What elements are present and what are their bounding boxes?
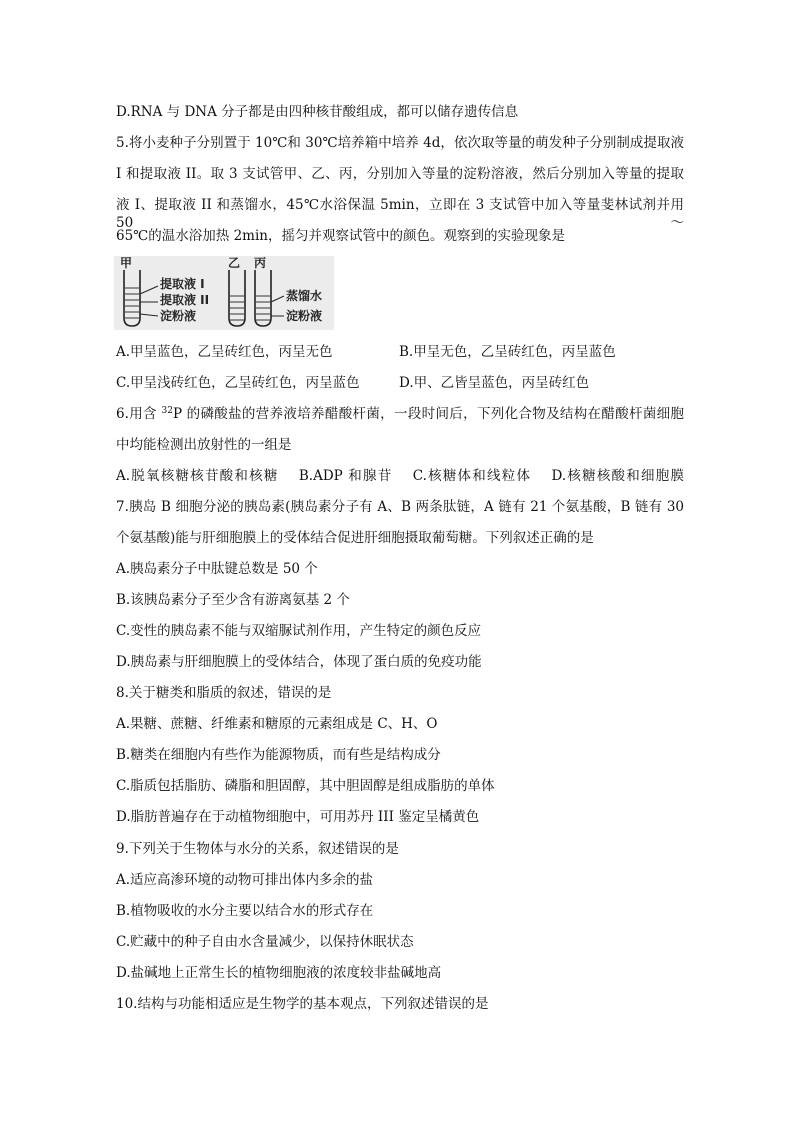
q5-option-b: B.甲呈无色，乙呈砖红色，丙呈蓝色 [399,344,616,360]
q5-stem-line-3: 液 I、提取液 II 和蒸馏水，45℃水浴保温 5min，立即在 3 支试管中加入等量斐林试剂并用 50～ [116,197,684,231]
q5-option-d: D.甲、乙皆呈蓝色，丙呈砖红色 [399,375,590,391]
q8-option-b: B.糖类在细胞内有些作为能源物质，而有些是结构成分 [116,747,441,763]
q9-option-a: A.适应高渗环境的动物可排出体内多余的盐 [116,872,374,888]
q8-option-c: C.脂质包括脂肪、磷脂和胆固醇，其中胆固醇是组成脂肪的单体 [116,778,495,794]
q4-option-d: D.RNA 与 DNA 分子都是由四种核苷酸组成，都可以储存遗传信息 [116,104,519,120]
q5-stem-line-2: I 和提取液 II。取 3 支试管甲、乙、丙，分别加入等量的淀粉溶液，然后分别加入等量的提取 [116,166,684,182]
q6-text-b: P 的磷酸盐的营养液培养醋酸杆菌，一段时间后，下列化合物及结构在醋酸杆菌细胞 [172,406,685,422]
q8-option-a: A.果糖、蔗糖、纤维素和糖原的元素组成是 C、H、O [116,716,438,732]
q6-stem-line-2: 中均能检测出放射性的一组是 [116,437,292,453]
q7-option-d: D.胰岛素与肝细胞膜上的受体结合，体现了蛋白质的免疫功能 [116,654,482,670]
label-starch-2: 淀粉液 [286,309,323,323]
test-tube-figure [114,256,334,330]
q9-option-c: C.贮藏中的种子自由水含量减少，以保持休眠状态 [116,934,414,950]
q7-option-c: C.变性的胰岛素不能与双缩脲试剂作用，产生特定的颜色反应 [116,623,482,639]
q9-option-d: D.盐碱地上正常生长的植物细胞液的浓度较非盐碱地高 [116,965,442,981]
q7-option-a: A.胰岛素分子中肽键总数是 50 个 [116,561,318,577]
q6-stem-line-1 [116,405,684,423]
q6-isotope-mass: 32 [161,406,173,416]
q10-stem: 10.结构与功能相适应是生物学的基本观点，下列叙述错误的是 [116,996,489,1012]
q8-option-d: D.脂肪普遍存在于动植物细胞中，可用苏丹 III 鉴定呈橘黄色 [116,809,480,825]
tube-label-jia: 甲 [120,256,133,270]
q5-option-a: A.甲呈蓝色，乙呈砖红色，丙呈无色 [116,344,333,360]
tube-label-bing: 丙 [254,256,267,270]
q5-stem-line-1: 5.将小麦种子分别置于 10℃和 30℃培养箱中培养 4d，依次取等量的萌发种子分别制成提取液 [116,135,684,151]
q6-options: A.脱氧核糖核苷酸和核糖 B.ADP 和腺苷 C.核糖体和线粒体 D.核糖核酸和细胞膜 [116,468,684,484]
label-extract-1: 提取液 I [160,277,205,291]
q7-stem-line-1: 7.胰岛 B 细胞分泌的胰岛素(胰岛素分子有 A、B 两条肽链，A 链有 21 个氨基酸，B 链有 30 [116,499,684,515]
q9-option-b: B.植物吸收的水分主要以结合水的形式存在 [116,903,374,919]
q5-stem-line-4: 65℃的温水浴加热 2min，摇匀并观察试管中的颜色。观察到的实验现象是 [116,228,565,244]
q9-stem: 9.下列关于生物体与水分的关系，叙述错误的是 [116,841,399,857]
q7-stem-line-2: 个氨基酸)能与肝细胞膜上的受体结合促进肝细胞摄取葡萄糖。下列叙述正确的是 [116,530,594,546]
test-tube-diagram [114,256,334,330]
q6-text-a: 6.用含 [116,406,162,422]
q7-option-b: B.该胰岛素分子至少含有游离氨基 2 个 [116,592,350,608]
label-extract-2: 提取液 II [160,293,210,307]
tube-label-yi: 乙 [228,256,241,270]
label-starch-1: 淀粉液 [160,309,197,323]
q8-stem: 8.关于糖类和脂质的叙述，错误的是 [116,685,332,701]
q5-option-c: C.甲呈浅砖红色，乙呈砖红色，丙呈蓝色 [116,375,360,391]
label-distilled-water: 蒸馏水 [286,289,323,303]
